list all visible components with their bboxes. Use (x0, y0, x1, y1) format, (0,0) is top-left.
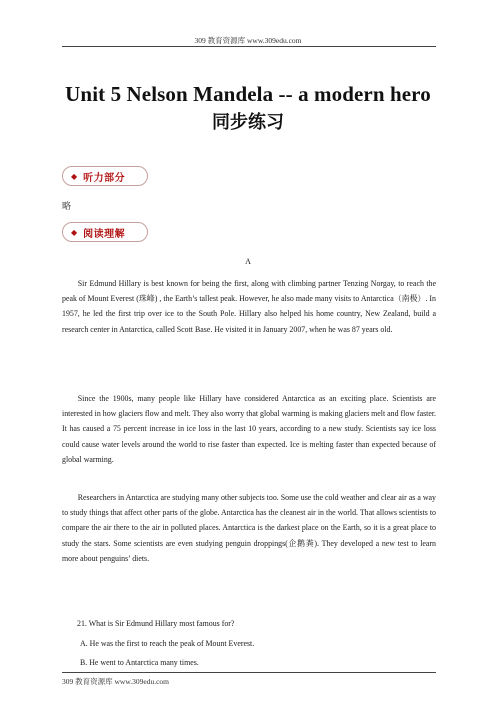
section-label: 阅读理解 (83, 228, 126, 240)
answer-option-b: B. He went to Antarctica many times. (80, 658, 199, 667)
footer-divider (62, 672, 436, 673)
header-divider (62, 46, 436, 47)
answer-option-a: A. He was the first to reach the peak of Mount Everest. (80, 639, 255, 648)
passage-paragraph (62, 490, 436, 566)
page-header: 309 教育资源库 www.309edu.com (194, 36, 302, 45)
paragraph-text: Researchers in Antarctica are studying many other subjects too. Some use the cold weather and clear air as a way to study things that affect other parts of the globe. Antarctica has the cleanest air in the world. That allows scientists to compare the air there to the air in polluted places. Antarctica is the darkest place on the Earth, so it is a great place to study the stars. Some scientists are even studying penguin droppings(企鹅粪). They developed a new test to learn more about penguins’ diets. (62, 493, 436, 563)
title-chinese: 同步练习 (212, 112, 284, 133)
passage-letter: A (245, 257, 251, 266)
section-label: 听力部分 (83, 172, 126, 184)
title-english: Unit 5 Nelson Mandela -- a modern hero (65, 82, 431, 106)
diamond-icon: ◆ (71, 227, 78, 237)
listening-omitted-note: 略 (62, 202, 72, 212)
page-footer: 309 教育资源库 www.309edu.com (62, 677, 170, 686)
question-stem: 21. What is Sir Edmund Hillary most famous for? (77, 619, 235, 628)
passage-paragraph (62, 276, 436, 337)
section-badge-listening (62, 166, 148, 186)
passage-paragraph (62, 391, 436, 467)
diamond-icon: ◆ (71, 171, 78, 181)
section-badge-reading (62, 222, 148, 242)
paragraph-text: Since the 1900s, many people like Hillary have considered Antarctica as an exciting place. Scientists are interested in how glaciers flow and melt. They also worry that global warming is making glaciers melt and flow faster. It has caused a 75 percent increase in ice loss in the last 10 years, according to a new study. Scientists say ice loss could cause water levels around the world to rise faster than expected. Ice is melting faster than expected because of global warming. (62, 394, 436, 464)
paragraph-text: Sir Edmund Hillary is best known for being the first, along with climbing partner Tenzing Norgay, to reach the peak of Mount Everest (珠峰) , the Earth’s tallest peak. However, he also made many visits to Antarctica（南极）. In 1957, he led the first trip over ice to the South Pole. Hillary also helped his home country, New Zealand, build a research center in Antarctica, called Scott Base. He visited it in January 2007, when he was 87 years old. (62, 279, 436, 334)
